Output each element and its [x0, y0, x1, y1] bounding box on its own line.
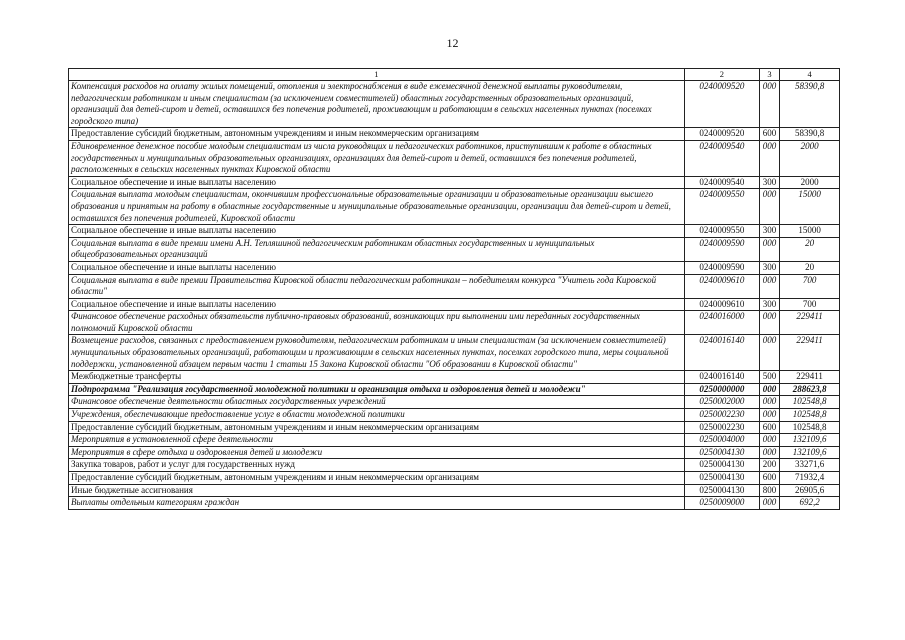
row-name-cell: Иные бюджетные ассигнования [69, 484, 685, 497]
row-sum-cell: 58390,8 [780, 81, 840, 128]
row-name-cell: Мероприятия в сфере отдыха и оздоровления детей и молодежи [69, 446, 685, 459]
row-code-cell: 0240009590 [684, 237, 759, 261]
row-name-cell: Компенсация расходов на оплату жилых помещений, отопления и электроснабжения в виде ежемесячной денежной выплаты руководителям, педагогическим работникам и иным специалистам (за исключением совместителей) областных государственных образовательных организаций, организаций для детей-сирот и детей, оставшихся без попечения родителей, проживающим и работающим в сельских населенных пунктах (поселках городского типа) [69, 81, 685, 128]
row-code-cell: 0250004130 [684, 446, 759, 459]
table-row [69, 459, 840, 472]
row-name-cell: Мероприятия в установленной сфере деятельности [69, 434, 685, 447]
row-code-cell: 0240009610 [684, 274, 759, 298]
table-row [69, 396, 840, 409]
table-row [69, 409, 840, 422]
row-name-cell: Предоставление субсидий бюджетным, автономным учреждениям и иным некоммерческим организациям [69, 472, 685, 485]
row-sum-cell: 132109,6 [780, 446, 840, 459]
table-row [69, 311, 840, 335]
row-sum-cell: 229411 [780, 371, 840, 384]
row-code-cell: 0250009000 [684, 497, 759, 510]
table-row [69, 497, 840, 510]
row-vr-cell: 300 [759, 298, 779, 311]
row-vr-cell: 000 [759, 446, 779, 459]
row-vr-cell: 000 [759, 497, 779, 510]
row-sum-cell: 20 [780, 261, 840, 274]
row-vr-cell: 000 [759, 81, 779, 128]
row-code-cell: 0240009520 [684, 128, 759, 141]
row-vr-cell: 000 [759, 189, 779, 225]
row-code-cell: 0250002000 [684, 396, 759, 409]
table-row [69, 225, 840, 238]
row-name-cell: Социальная выплата в виде премии имени А.Н. Тепляшиной педагогическим работникам областных государственных и муниципальных общеобразовательных организаций [69, 237, 685, 261]
row-sum-cell: 58390,8 [780, 128, 840, 141]
row-sum-cell: 102548,8 [780, 421, 840, 434]
table-row [69, 335, 840, 371]
row-sum-cell: 229411 [780, 335, 840, 371]
row-code-cell: 0240009520 [684, 81, 759, 128]
row-sum-cell: 71932,4 [780, 472, 840, 485]
row-name-cell: Выплаты отдельным категориям граждан [69, 497, 685, 510]
table-row [69, 189, 840, 225]
header-name: 1 [69, 69, 685, 81]
row-vr-cell: 000 [759, 335, 779, 371]
row-name-cell: Закупка товаров, работ и услуг для государственных нужд [69, 459, 685, 472]
row-vr-cell: 300 [759, 176, 779, 189]
row-name-cell: Учреждения, обеспечивающие предоставление услуг в области молодежной политики [69, 409, 685, 422]
row-vr-cell: 000 [759, 311, 779, 335]
row-vr-cell: 500 [759, 371, 779, 384]
row-code-cell: 0240009590 [684, 261, 759, 274]
row-sum-cell: 15000 [780, 225, 840, 238]
row-vr-cell: 200 [759, 459, 779, 472]
row-name-cell: Предоставление субсидий бюджетным, автономным учреждениям и иным некоммерческим организациям [69, 421, 685, 434]
row-code-cell: 0240009540 [684, 176, 759, 189]
row-code-cell: 0240009540 [684, 140, 759, 176]
table-row [69, 298, 840, 311]
table-header-row [69, 69, 840, 81]
row-sum-cell: 700 [780, 298, 840, 311]
row-code-cell: 0250002230 [684, 421, 759, 434]
table-row [69, 383, 840, 396]
page-number: 12 [446, 36, 459, 50]
row-sum-cell: 288623,8 [780, 383, 840, 396]
row-vr-cell: 600 [759, 421, 779, 434]
row-code-cell: 0240016140 [684, 335, 759, 371]
row-code-cell: 0240009550 [684, 225, 759, 238]
row-vr-cell: 600 [759, 472, 779, 485]
row-code-cell: 0240009610 [684, 298, 759, 311]
row-code-cell: 0250004130 [684, 484, 759, 497]
row-name-cell: Финансовое обеспечение деятельности областных государственных учреждений [69, 396, 685, 409]
table-row [69, 434, 840, 447]
table-row [69, 484, 840, 497]
row-sum-cell: 2000 [780, 140, 840, 176]
row-vr-cell: 000 [759, 237, 779, 261]
table-row [69, 421, 840, 434]
table-row [69, 274, 840, 298]
row-sum-cell: 229411 [780, 311, 840, 335]
row-sum-cell: 20 [780, 237, 840, 261]
row-name-cell: Возмещение расходов, связанных с предоставлением руководителям, педагогическим работникам и иным специалистам (за исключением совместителей) муниципальных образовательных организаций, работающим и проживающим в сельских населенных пунктах, поселках городского типа, меры социальной поддержки, установленной абзацем первым части 1 статьи 15 Закона Кировской области "Об образовании в Кировской области" [69, 335, 685, 371]
row-code-cell: 0250004130 [684, 472, 759, 485]
table-row [69, 176, 840, 189]
table-body [69, 81, 840, 510]
table-row [69, 237, 840, 261]
header-vr: 3 [759, 69, 779, 81]
row-vr-cell: 000 [759, 396, 779, 409]
table-row [69, 261, 840, 274]
row-vr-cell: 000 [759, 274, 779, 298]
row-sum-cell: 2000 [780, 176, 840, 189]
row-code-cell: 0240016000 [684, 311, 759, 335]
row-name-cell: Социальное обеспечение и иные выплаты населению [69, 261, 685, 274]
row-vr-cell: 300 [759, 225, 779, 238]
row-sum-cell: 15000 [780, 189, 840, 225]
row-name-cell: Единовременное денежное пособие молодым специалистам из числа руководящих и педагогических работников, приступившим к работе в областных государственных и муниципальных образовательных организациях, организациях для детей-сирот и детей, оставшихся без попечения родителей, расположенных в сельских населенных пунктах Кировской области [69, 140, 685, 176]
row-vr-cell: 300 [759, 261, 779, 274]
table-row [69, 81, 840, 128]
row-code-cell: 0240009550 [684, 189, 759, 225]
row-vr-cell: 000 [759, 383, 779, 396]
row-vr-cell: 600 [759, 128, 779, 141]
row-code-cell: 0250004130 [684, 459, 759, 472]
row-sum-cell: 102548,8 [780, 396, 840, 409]
row-name-cell: Социальная выплата молодым специалистам, окончившим профессиональные образовательные организации и образовательные организации высшего образования и принятым на работу в областные государственные и муниципальные образовательные организации, организации для детей-сирот и детей, оставшихся без попечения родителей, Кировской области [69, 189, 685, 225]
row-code-cell: 0250000000 [684, 383, 759, 396]
row-code-cell: 0250004000 [684, 434, 759, 447]
row-name-cell: Социальная выплата в виде премии Правительства Кировской области педагогическим работникам – победителям конкурса "Учитель года Кировской области" [69, 274, 685, 298]
row-sum-cell: 132109,6 [780, 434, 840, 447]
table-row [69, 128, 840, 141]
table-row [69, 140, 840, 176]
budget-table [68, 68, 840, 510]
row-code-cell: 0250002230 [684, 409, 759, 422]
row-code-cell: 0240016140 [684, 371, 759, 384]
row-name-cell: Социальное обеспечение и иные выплаты населению [69, 298, 685, 311]
table-row [69, 371, 840, 384]
row-name-cell: Предоставление субсидий бюджетным, автономным учреждениям и иным некоммерческим организациям [69, 128, 685, 141]
row-sum-cell: 700 [780, 274, 840, 298]
header-sum: 4 [780, 69, 840, 81]
row-name-cell: Финансовое обеспечение расходных обязательств публично-правовых образований, возникающих при выполнении ими переданных государственных полномочий Кировской области [69, 311, 685, 335]
row-sum-cell: 692,2 [780, 497, 840, 510]
row-vr-cell: 000 [759, 409, 779, 422]
table-row [69, 446, 840, 459]
table-row [69, 472, 840, 485]
row-vr-cell: 800 [759, 484, 779, 497]
row-vr-cell: 000 [759, 140, 779, 176]
row-name-cell: Социальное обеспечение и иные выплаты населению [69, 176, 685, 189]
row-sum-cell: 26905,6 [780, 484, 840, 497]
header-code: 2 [684, 69, 759, 81]
row-name-cell: Межбюджетные трансферты [69, 371, 685, 384]
row-name-cell: Социальное обеспечение и иные выплаты населению [69, 225, 685, 238]
row-name-cell: Подпрограмма "Реализация государственной молодежной политики и организация отдыха и оздоровления детей и молодежи" [69, 383, 685, 396]
row-sum-cell: 102548,8 [780, 409, 840, 422]
row-sum-cell: 33271,6 [780, 459, 840, 472]
row-vr-cell: 000 [759, 434, 779, 447]
